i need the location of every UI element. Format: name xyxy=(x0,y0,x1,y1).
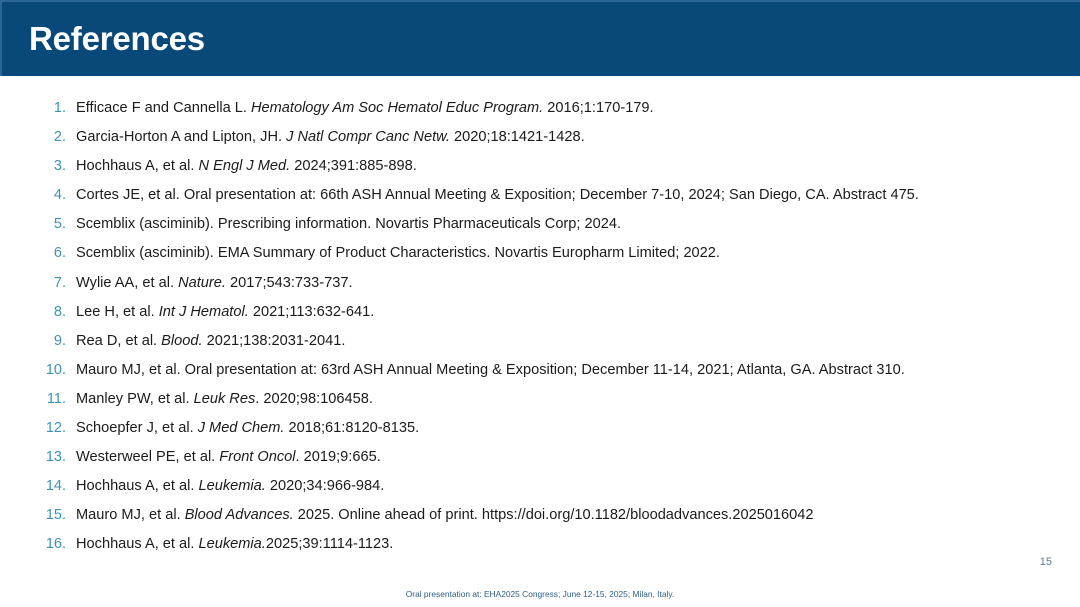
reference-citation-detail: 2025;39:1114-1123. xyxy=(265,536,394,553)
reference-citation-detail: 2025. Online ahead of print. https://doi.org/10.1182/bloodadvances.2025016042 xyxy=(293,507,814,524)
reference-source-italic: Blood. xyxy=(161,332,203,349)
reference-item xyxy=(0,269,1080,298)
reference-citation-detail: 2021;138:2031-2041. xyxy=(202,332,346,349)
reference-text xyxy=(76,327,345,356)
reference-text xyxy=(76,501,814,530)
reference-number: 3. xyxy=(53,158,66,175)
reference-number: 14. xyxy=(45,478,66,495)
reference-authors: Rea D, et al. xyxy=(76,332,162,349)
reference-authors: Mauro MJ, et al. xyxy=(76,507,185,524)
reference-source-italic: Hematology Am Soc Hematol Educ Program. xyxy=(250,100,544,116)
reference-item xyxy=(0,298,1080,327)
reference-item xyxy=(0,210,1080,239)
reference-text xyxy=(76,123,585,152)
footer-presentation-note: Oral presentation at: EHA2025 Congress; June 12-15, 2025; Milan, Italy. xyxy=(405,589,675,599)
reference-text xyxy=(76,356,905,385)
reference-citation-detail: 2016;1:170-179. xyxy=(543,100,654,116)
reference-text xyxy=(76,385,373,414)
reference-number: 13. xyxy=(45,449,66,466)
reference-text xyxy=(76,530,393,559)
reference-item xyxy=(0,472,1080,501)
reference-text xyxy=(76,269,353,298)
reference-citation-detail: 2017;543:733-737. xyxy=(225,274,353,291)
reference-source-italic: J Med Chem. xyxy=(197,420,285,437)
reference-item xyxy=(0,501,1080,530)
reference-text xyxy=(76,443,381,472)
reference-authors: Schoepfer J, et al. xyxy=(76,420,198,437)
reference-number: 8. xyxy=(53,303,66,320)
slide-number: 15 xyxy=(1039,556,1052,568)
reference-item xyxy=(0,123,1080,152)
reference-text xyxy=(76,472,384,501)
reference-citation-detail: . 2020;98:106458. xyxy=(255,390,373,407)
reference-citation-detail: 2020;18:1421-1428. xyxy=(449,129,585,146)
reference-authors: Hochhaus A, et al. xyxy=(76,536,199,553)
reference-source-italic: Nature. xyxy=(178,274,226,291)
reference-text xyxy=(76,239,720,268)
reference-item xyxy=(0,152,1080,181)
reference-number: 11. xyxy=(46,390,66,407)
reference-item xyxy=(0,530,1080,559)
reference-source-italic: Int J Hematol. xyxy=(158,303,249,320)
reference-citation-detail: 2021;113:632-641. xyxy=(248,303,375,320)
reference-text xyxy=(76,414,419,443)
reference-number: 16. xyxy=(45,536,66,553)
reference-item xyxy=(0,327,1080,356)
reference-source-italic: J Natl Compr Canc Netw. xyxy=(286,129,450,146)
reference-item xyxy=(0,239,1080,268)
reference-item xyxy=(0,181,1080,210)
reference-authors: Westerweel PE, et al. xyxy=(76,449,220,466)
reference-number: 7. xyxy=(53,274,66,291)
reference-number: 9. xyxy=(53,332,66,349)
reference-authors: Manley PW, et al. xyxy=(76,390,194,407)
reference-number: 10. xyxy=(45,361,66,378)
reference-authors: Efficace F and Cannella L. xyxy=(76,100,251,116)
reference-authors: Hochhaus A, et al. xyxy=(76,158,199,175)
reference-item xyxy=(0,443,1080,472)
reference-source-italic: Leukemia. xyxy=(198,536,266,553)
reference-authors: Mauro MJ, et al. Oral presentation at: 63rd ASH Annual Meeting & Exposition; December 11-14, 2021; Atlanta, GA. Abstract 310. xyxy=(76,361,905,378)
reference-item xyxy=(0,414,1080,443)
page-title: References xyxy=(29,20,205,57)
reference-text xyxy=(76,298,374,327)
reference-citation-detail: 2024;391:885-898. xyxy=(290,158,417,175)
reference-authors: Scemblix (asciminib). EMA Summary of Product Characteristics. Novartis Europharm Limited; 2022. xyxy=(76,245,720,262)
reference-source-italic: N Engl J Med. xyxy=(198,158,291,175)
reference-authors: Scemblix (asciminib). Prescribing information. Novartis Pharmaceuticals Corp; 2024. xyxy=(76,216,622,233)
reference-authors: Wylie AA, et al. xyxy=(76,274,179,291)
reference-item xyxy=(0,356,1080,385)
reference-text xyxy=(76,152,417,181)
reference-source-italic: Leukemia. xyxy=(198,478,266,495)
reference-authors: Garcia-Horton A and Lipton, JH. xyxy=(76,129,287,146)
reference-list xyxy=(0,94,1080,560)
reference-number: 5. xyxy=(53,216,66,233)
reference-number: 12. xyxy=(45,420,66,437)
reference-number: 6. xyxy=(53,245,66,262)
reference-text xyxy=(76,210,621,239)
reference-source-italic: Front Oncol xyxy=(219,449,296,466)
reference-number: 2. xyxy=(53,129,66,146)
reference-authors: Hochhaus A, et al. xyxy=(76,478,199,495)
reference-number: 1. xyxy=(53,100,66,116)
reference-number: 15. xyxy=(45,507,66,524)
reference-citation-detail: 2020;34:966-984. xyxy=(265,478,385,495)
reference-source-italic: Blood Advances. xyxy=(184,507,294,524)
reference-authors: Lee H, et al. xyxy=(76,303,159,320)
reference-citation-detail: 2018;61:8120-8135. xyxy=(284,420,420,437)
reference-text xyxy=(76,94,654,123)
reference-item xyxy=(0,385,1080,414)
reference-text xyxy=(76,181,919,210)
slide-header-band xyxy=(0,0,1080,76)
reference-authors: Cortes JE, et al. Oral presentation at: 66th ASH Annual Meeting & Exposition; December 7-10, 2024; San Diego, CA. Abstract 475. xyxy=(76,187,919,204)
reference-number: 4. xyxy=(53,187,66,204)
reference-citation-detail: . 2019;9:665. xyxy=(295,449,381,466)
reference-item xyxy=(0,94,1080,123)
reference-source-italic: Leuk Res xyxy=(193,390,256,407)
